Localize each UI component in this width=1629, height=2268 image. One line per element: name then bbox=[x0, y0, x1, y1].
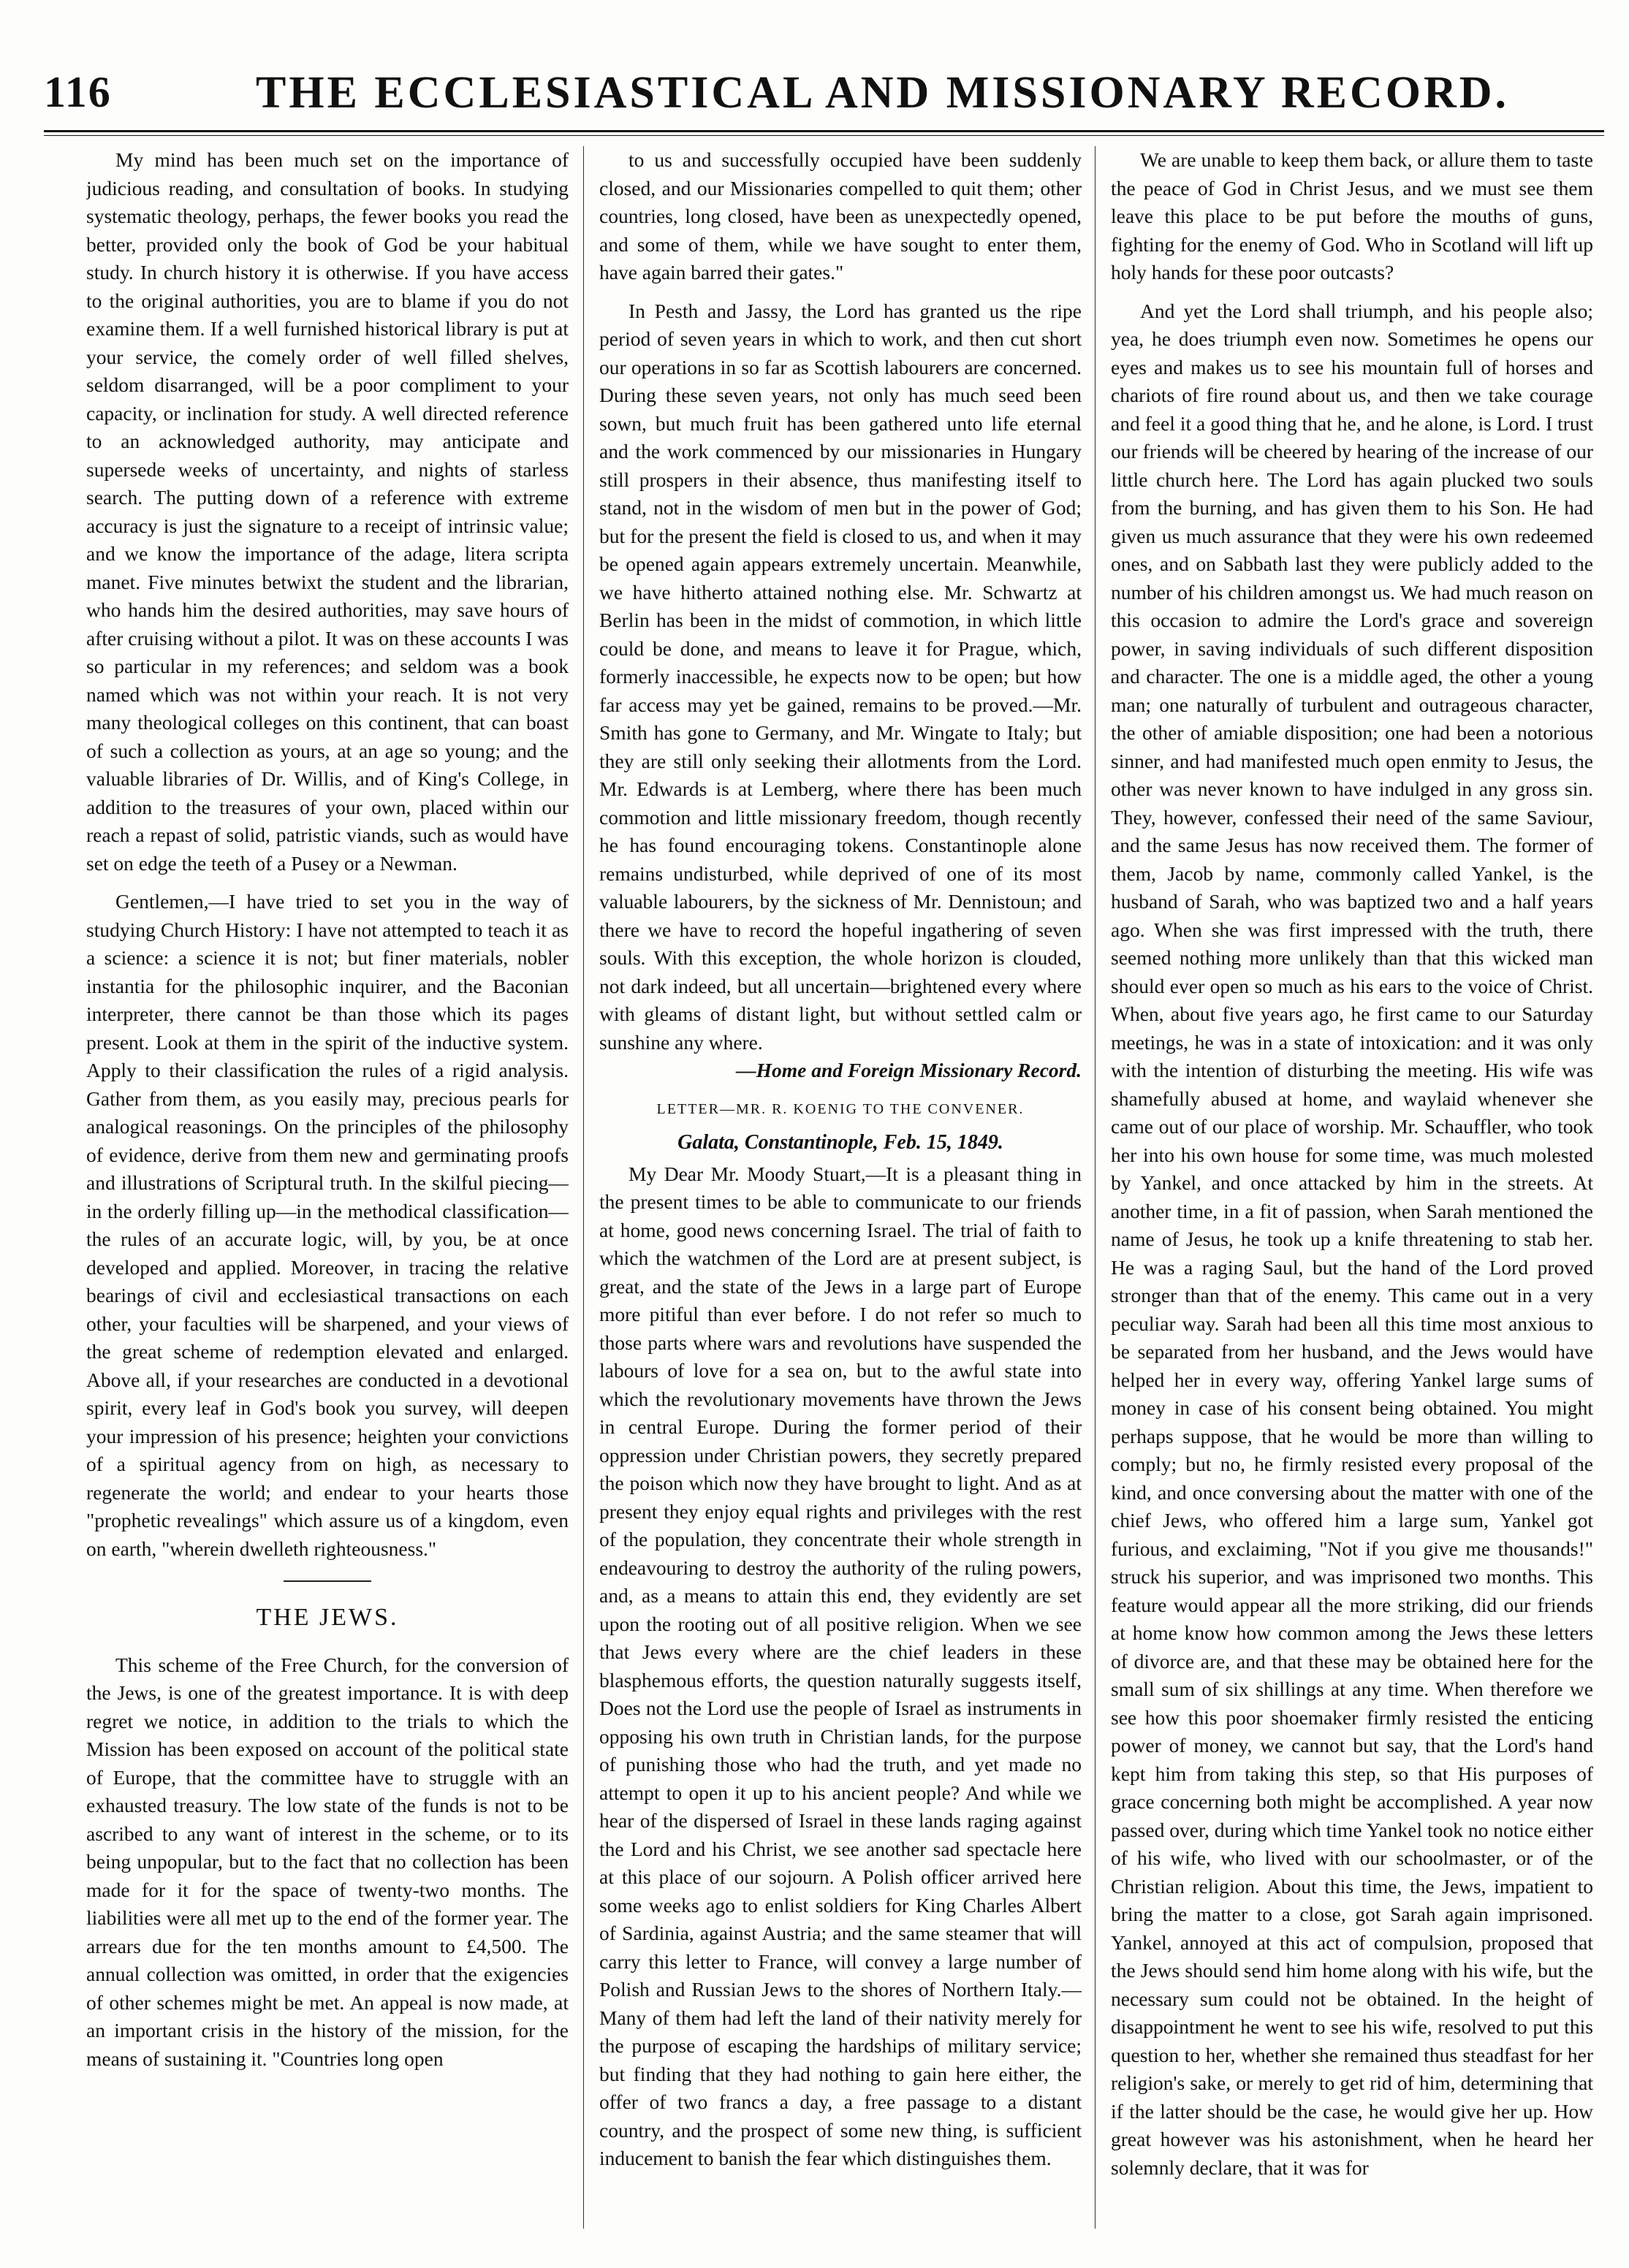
column-rule bbox=[1095, 146, 1096, 2229]
paragraph: My mind has been much set on the importance of judicious reading, and consultation of books. In studying systematic theology, perhaps, the fewer books you read the better, provided only the book of God be your habitual study. In church history it is otherwise. If you have access to the original authorities, you are to blame if you do not examine them. If a well furnished historical library is put at your service, the comely order of well filled shelves, seldom disarranged, will be a poor compliment to your capacity, or inclination for study. A well directed reference to an acknowledged authority, may anticipate and supersede weeks of uncertainty, and nights of starless search. The putting down of a reference with extreme accuracy is just the signature to a receipt of intrinsic value; and we know the importance of the adage, litera scripta manet. Five minutes betwixt the student and the librarian, who hands him the desired authorities, may save hours of after cruising without a pilot. It was on these accounts I was so particular in my references; and seldom was a book named which was not within your reach. It is not very many theological colleges on this continent, that can boast of such a collection as yours, at an age so young; and the valuable libraries of Dr. Willis, and of King's College, in addition to the treasures of your own, placed within our reach a repast of solid, patristic viands, such as would have set on edge the teeth of a Pusey or a Newman. bbox=[86, 148, 569, 875]
letter-dateline: Galata, Constantinople, Feb. 15, 1849. bbox=[677, 1131, 1003, 1154]
paragraph: Gentlemen,—I have tried to set you in the way of studying Church History: I have not attempted to teach it as a science: a science it is not; but finer materials, nobler instantia for the philosophic inquirer, and the Baconian interpreter, there cannot be than those which its pages present. Look at them in the spirit of the inductive system. Apply to their classification the rules of a rigid analysis. Gather from them, as you easily may, precious pearls for analogical reasonings. On the principles of the philosophy of evidence, derive from them new and germinating proofs and illustrations of Scriptural truth. In the skilful piecing—in the orderly filling up—in the methodical classification—the rules of an accurate logic, will, by you, be at once developed and applied. Moreover, in tracing the relative bearings of civil and ecclesiastical transactions on each other, your faculties will be sharpened, and your views of the great scheme of redemption elevated and enlarged. Above all, if your researches are conducted in a devotional spirit, every leaf in God's book you survey, will deepen your impression of his presence; heighten your convictions of a spiritual agency from on high, as necessary to regenerate the world; and endear to your hearts those "prophetic revealings" which assure us of a kingdom, even on earth, "wherein dwelleth righteousness." bbox=[86, 890, 569, 1560]
paragraph: In Pesth and Jassy, the Lord has granted us the ripe period of seven years in which to work, and then cut short our operations in so far as Scottish labourers are concerned. During these seven years, not only has much seed been sown, but much fruit has been gathered unto life eternal and the work commenced by our missionaries in Hungary still prospers in their absence, thus manifesting itself to stand, not in the wisdom of men but in the power of God; but for the present the field is closed to us, and when it may be opened again appears extremely uncertain. Meanwhile, we have hitherto attained nothing else. Mr. Schwartz at Berlin has been in the midst of commotion, in which little could be done, and means to leave it for Prague, which, formerly inaccessible, he expects now to be open; but how far access may yet be gained, remains to be proved.—Mr. Smith has gone to Germany, and Mr. Wingate to Italy; but they are still only seeking their allotments from the Lord. Mr. Edwards is at Lemberg, where there has been much commotion and little missionary freedom, though recently he has found encouraging tokens. Constantinople alone remains undisturbed, while deprived of one of its most valuable labourers, by the sickness of Mr. Dennistoun; and there we have to record the hopeful ingathering of seven souls. With this exception, the whole horizon is clouded, not dark indeed, but all uncertain—brightened every where with gleams of distant light, but without settled calm or sunshine any where. bbox=[599, 299, 1082, 1054]
column-1 bbox=[86, 146, 569, 2229]
column-rule bbox=[583, 146, 584, 2229]
page-number: 116 bbox=[44, 68, 112, 116]
paragraph: We are unable to keep them back, or allure them to taste the peace of God in Christ Jesus, and we must see them leave this place to be put before the mouths of guns, fighting for the enemy of God. Who in Scotland will lift up holy hands for these poor outcasts? bbox=[1111, 148, 1593, 284]
section-divider bbox=[284, 1580, 371, 1582]
column-3 bbox=[1111, 146, 1593, 2229]
paragraph: My Dear Mr. Moody Stuart,—It is a pleasant thing in the present times to be able to communicate to our friends at home, good news concerning Israel. The trial of faith to which the watchmen of the Lord are at present subject, is great, and the state of the Jews in a large part of Europe more pitiful than ever before. I do not refer so much to those parts where wars and revolutions have suspended the labours of love for a sea on, but to the awful state into which the revolutionary movements have thrown the Jews in central Europe. During the former period of their oppression under Christian powers, they secretly prepared the poison which now they have brought to light. And as at present they enjoy equal rights and privileges with the rest of the population, they concentrate their whole strength in endeavouring to destroy the authority of the ruling powers, and, as a means to attain this end, they evidently are set upon the rooting out of all positive religion. When we see that Jews every where are the chief leaders in these blasphemous efforts, the question naturally suggests itself, Does not the Lord use the people of Israel as instruments in opposing his own truth in Christian lands, for the purpose of punishing those who had the truth, and yet made no attempt to open it up to his ancient people? And while we hear of the dispersed of Israel in these lands raging against the Lord and his Christ, we see another sad spectacle here at this place of our sojourn. A Polish officer arrived here some weeks ago to enlist soldiers for King Charles Albert of Sardinia, against Austria; and the same steamer that will carry this letter to France, will convey a large number of Polish and Russian Jews to the shores of Northern Italy.—Many of them had left the land of their nativity merely for the purpose of escaping the hardships of military service; but finding that they had nothing to gain here either, the offer of two francs a day, a free passage to a distant country, and the prospect of some new thing, is sufficient inducement to banish the fear which distinguishes them. bbox=[599, 1162, 1082, 2169]
page-header bbox=[44, 67, 1604, 126]
running-title: THE ECCLESIASTICAL AND MISSIONARY RECORD. bbox=[256, 68, 1510, 118]
paragraph: This scheme of the Free Church, for the conversion of the Jews, is one of the greatest importance. It is with deep regret we notice, in addition to the trials to which the Mission has been exposed on account of the political state of Europe, that the committee have to struggle with an exhausted treasury. The low state of the funds is not to be ascribed to any want of interest in the scheme, or to its being unpopular, but to the fact that no collection has been made for it for the space of twenty-two months. The liabilities were all met up to the end of the former year. The arrears due for the ten months amount to £4,500. The annual collection was omitted, in order that the exigencies of other schemes might be met. An appeal is now made, at an important crisis in the history of the mission, for the means of sustaining it. "Countries long open bbox=[86, 1653, 569, 2070]
letter-heading: LETTER—MR. R. KOENIG TO THE CONVENER. bbox=[656, 1100, 1025, 1117]
header-rule bbox=[44, 130, 1604, 136]
paragraph: And yet the Lord shall triumph, and his people also; yea, he does triumph even now. Sometimes he opens our eyes and makes us to see his mountain full of horses and chariots of fire round about us, and then we take courage and feel it a good thing that he, and he alone, is Lord. I trust our friends will be cheered by hearing of the increase of our little church here. The Lord has again plucked two souls from the burning, and has given them to his Son. He had given us much assurance that they were his own redeemed ones, and on Sabbath last they were publicly added to the number of his children amongst us. We had much reason on this occasion to admire the Lord's grace and sovereign power, in saving individuals of such different disposition and character. The one is a middle aged, the other a young man; one naturally of turbulent and outrageous character, the other of amiable disposition; one had been a notorious sinner, and had manifested much open enmity to Jesus, the other was never known to have indulged in any gross sin. They, however, confessed their need of the same Saviour, and the same Jesus has now received them. The former of them, Jacob by name, commonly called Yankel, is the husband of Sarah, who was baptized two and a half years ago. When she was first impressed with the truth, there seemed nothing more unlikely than that this wicked man should ever open so much as his ears to the voice of Christ. When, about five years ago, he first came to our Saturday meetings, he was in a state of intoxication: and it was only with the intention of disturbing the meeting. His wife was shamefully abused at home, and waylaid whenever she came out of our place of worship. Mr. Schauffler, who took her into his own house for some time, was much molested by Yankel, and once attacked by him in the streets. At another time, in a fit of passion, when Sarah mentioned the name of Jesus, he took up a knife threatening to stab her. He was a raging Saul, but the hand of the Lord proved stronger than that of the enemy. This came out in a very peculiar way. Sarah had been all this time most anxious to be separated from her husband, and the Jews would have helped her in every way, offering Yankel large sums of money in case of his consent being obtained. You might perhaps suppose, that he would be more than willing to comply; but no, he firmly resisted every proposal of the kind, and once conversing about the matter with one of the chief Jews, who offered him a large sum, Yankel got furious, and exclaiming, "Not if you give me thousands!" struck his superior, and was imprisoned two months. This feature would appear all the more striking, did our friends at home know how common among the Jews these letters of divorce are, and that these may be obtained here for the small sum of six shillings at any time. When therefore we see how this poor shoemaker firmly resisted the enticing power of money, we cannot but say, that the Lord's hand kept him from taking this step, so that His purposes of grace concerning both might be accomplished. A year now passed over, during which time Yankel took no notice either of his wife, who lived with our schoolmaster, or of the Christian religion. About this time, the Jews, impatient to bring the matter to a close, got Sarah again imprisoned. Yankel, annoyed at this act of compulsion, proposed that the Jews should send him home along with his wife, but the necessary sum could not be obtained. In the height of disappointment he went to see his wife, resolved to put this question to her, whether she remained thus steadfast for her religion's sake, or merely to get rid of him, determining that if the latter should be the case, he would give her up. How great however was his astonishment, when he heard her solemnly declare, that it was for bbox=[1111, 299, 1593, 2179]
paragraph: to us and successfully occupied have been suddenly closed, and our Missionaries compelled to quit them; other countries, long closed, have been as unexpectedly opened, and some of them, while we have sought to enter them, have again barred their gates." bbox=[599, 148, 1082, 284]
source-credit: —Home and Foreign Missionary Record. bbox=[736, 1059, 1082, 1081]
section-title: THE JEWS. bbox=[256, 1604, 399, 1631]
column-2 bbox=[599, 146, 1082, 2229]
